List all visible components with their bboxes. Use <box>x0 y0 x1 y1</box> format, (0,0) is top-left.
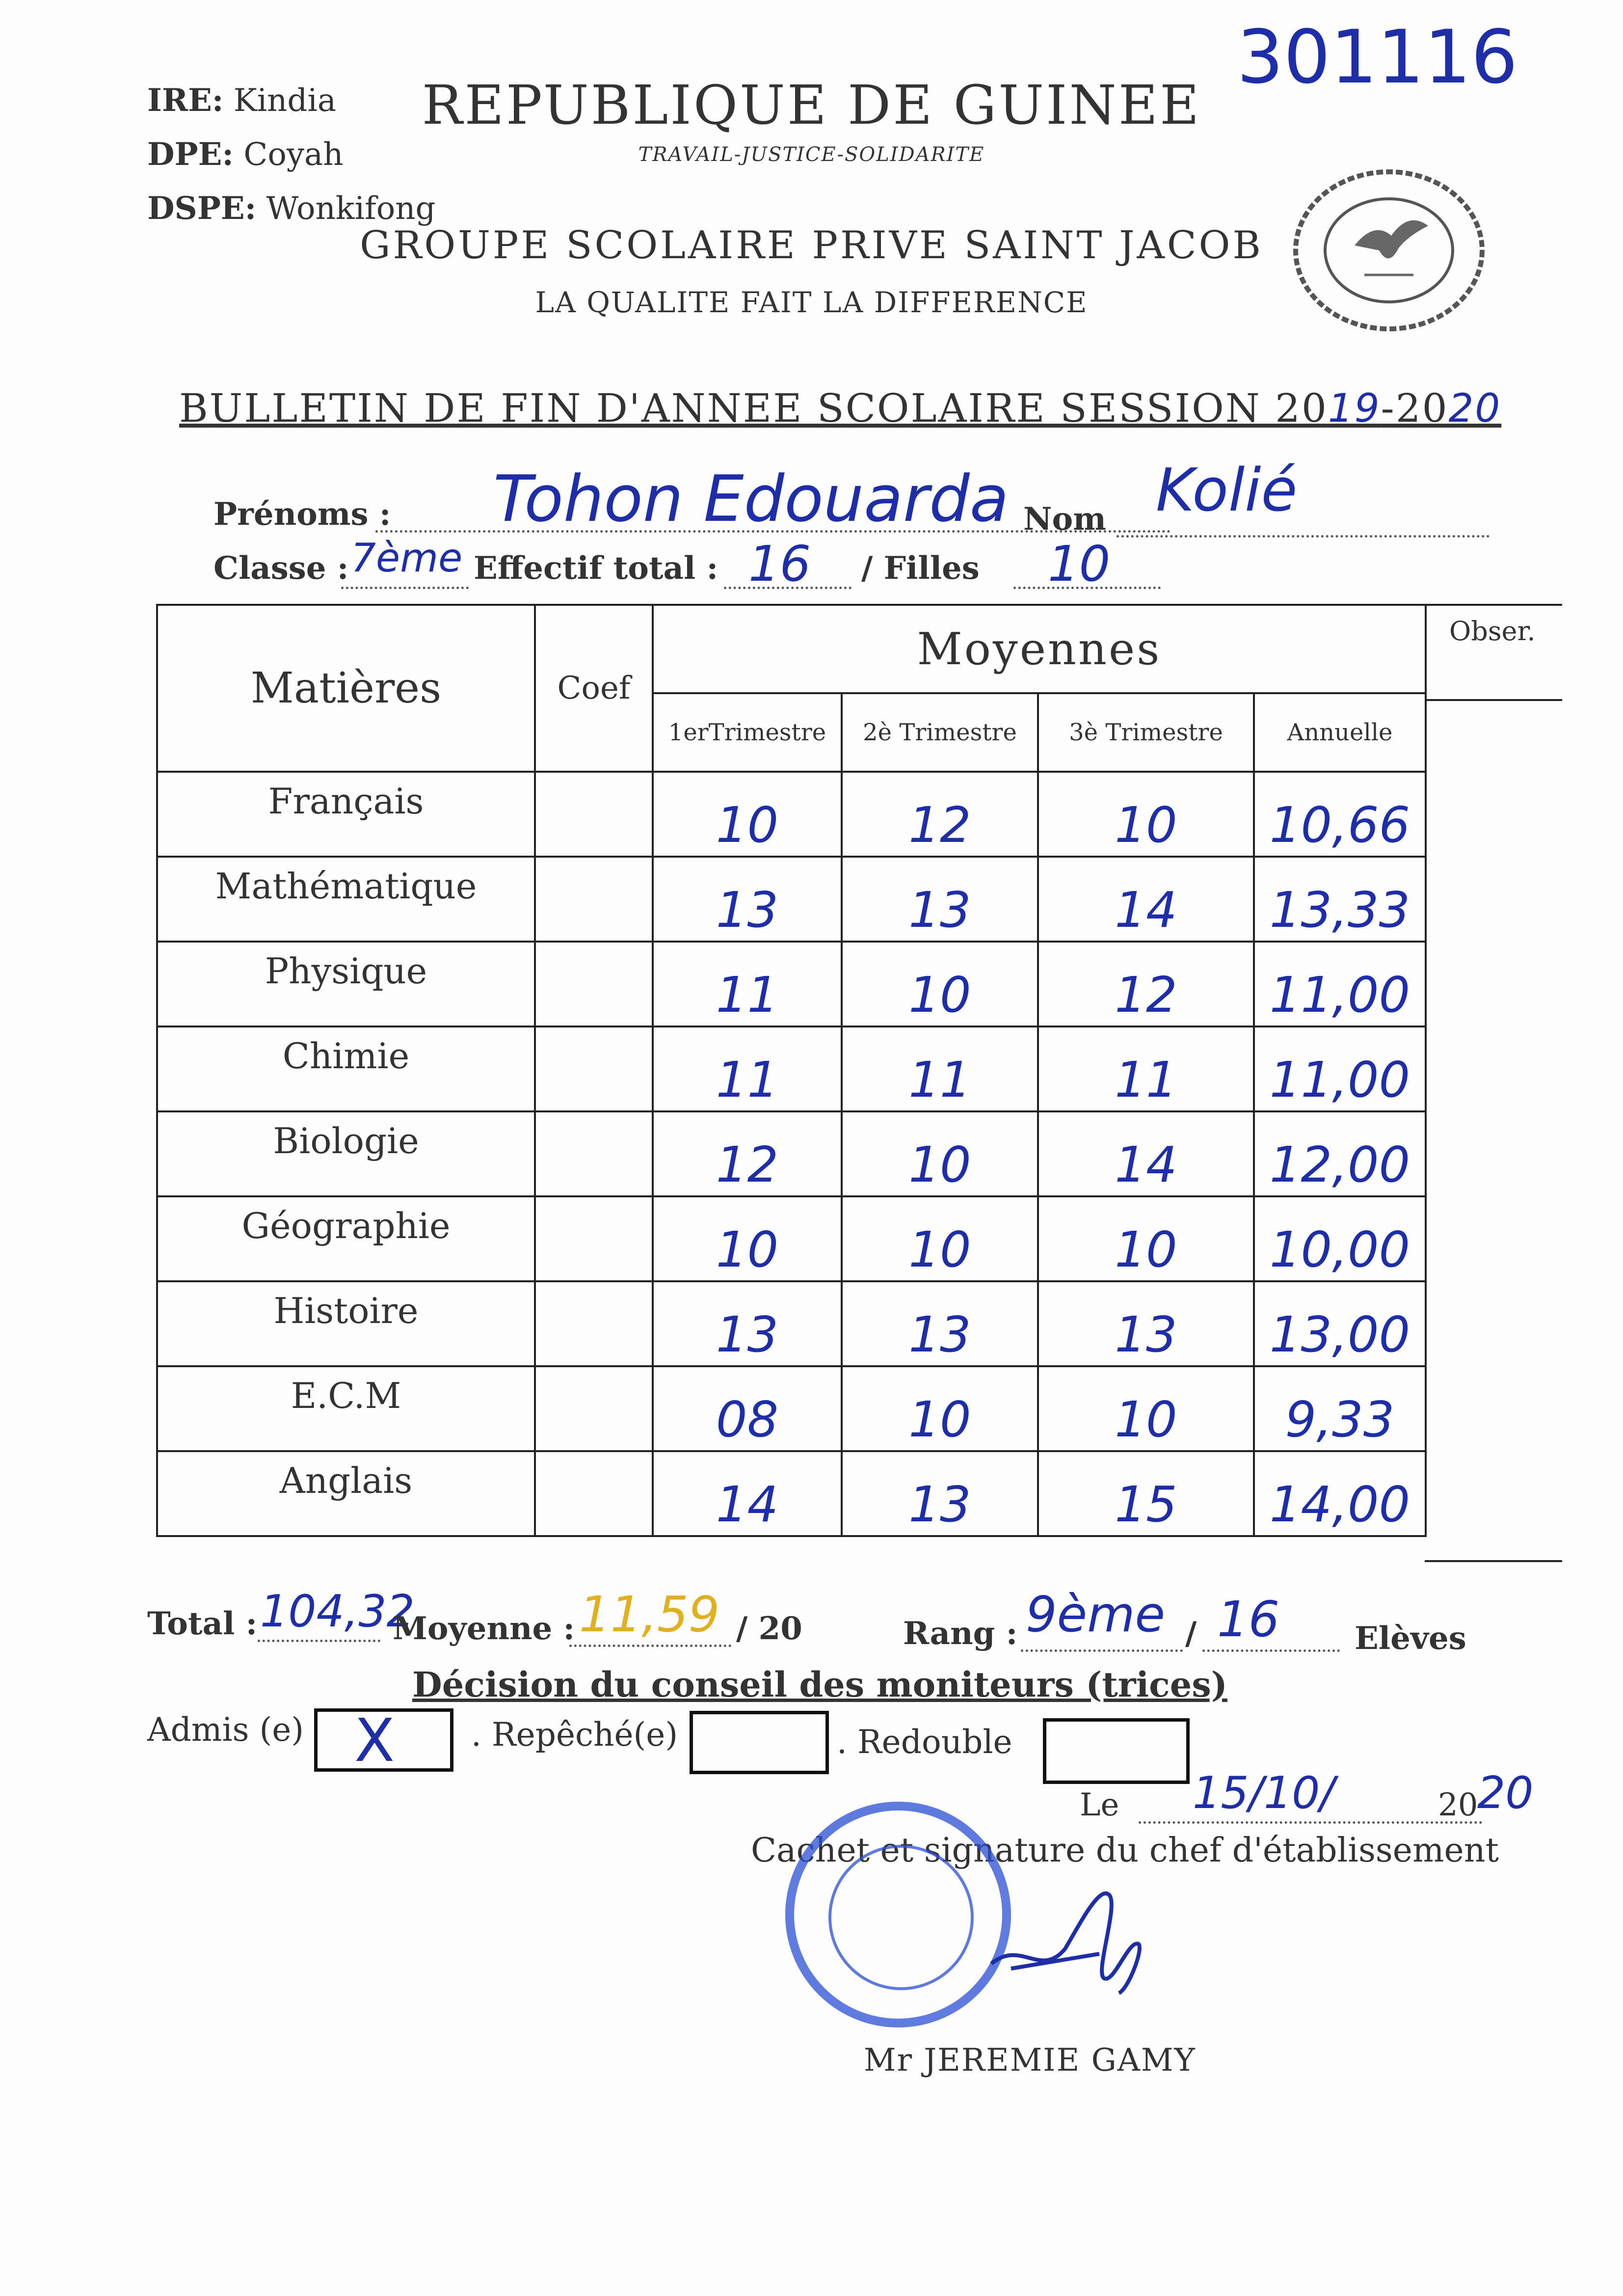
header-row-1 <box>157 605 1426 693</box>
rang-dots <box>1021 1649 1183 1652</box>
rang-total-dots <box>1202 1649 1340 1652</box>
repeche-label: . Repêché(e) <box>471 1716 678 1754</box>
col-matieres: Matières <box>157 605 535 772</box>
table-row <box>157 857 1426 942</box>
col-trimestre-3: 3è Trimestre <box>1038 693 1254 772</box>
coef-cell <box>535 1196 653 1281</box>
date-year-value: 20 <box>1477 1767 1534 1819</box>
school-stamp <box>785 1802 1011 2027</box>
trimestre-2-cell: 10 <box>842 1196 1038 1281</box>
trimestre-1-cell: 08 <box>653 1366 842 1451</box>
rang-label: Rang : <box>903 1615 1018 1652</box>
subject-cell: Français <box>157 772 535 857</box>
moyenne-label: Moyenne : <box>393 1610 575 1647</box>
admis-label: Admis (e) <box>147 1711 304 1749</box>
moyenne-value: 11,59 <box>579 1586 720 1643</box>
trimestre-1-cell: 10 <box>653 772 842 857</box>
le-label: Le <box>1080 1787 1119 1823</box>
subject-cell: Mathématique <box>157 857 535 942</box>
nom-value: Kolié <box>1156 457 1298 525</box>
filles-value: 10 <box>1048 535 1111 593</box>
annual-cell: 10,66 <box>1254 772 1426 857</box>
classe-dots <box>341 587 469 589</box>
table-row <box>157 1451 1426 1536</box>
stamp-inner-ring <box>828 1845 974 1990</box>
total-dots <box>258 1640 380 1642</box>
annual-cell: 13,00 <box>1254 1281 1426 1366</box>
total-value: 104,32 <box>260 1586 415 1637</box>
subject-cell: Histoire <box>157 1281 535 1366</box>
coef-cell <box>535 1451 653 1536</box>
subject-cell: Chimie <box>157 1026 535 1111</box>
effectif-value: 16 <box>748 535 811 593</box>
trimestre-2-cell: 13 <box>842 1281 1038 1366</box>
school-tagline: LA QUALITE FAIT LA DIFFERENCE <box>535 286 1088 319</box>
bulletin-title-text: BULLETIN DE FIN D'ANNEE SCOLAIRE SESSION 20 <box>179 385 1328 431</box>
ire-value: Kindia <box>233 82 336 119</box>
subject-cell: E.C.M <box>157 1366 535 1451</box>
grades-table <box>156 604 1427 1537</box>
national-motto: TRAVAIL-JUSTICE-SOLIDARITE <box>638 143 985 166</box>
school-name: GROUPE SCOLAIRE PRIVE SAINT JACOB <box>360 223 1263 268</box>
table-row <box>157 1366 1426 1451</box>
repeche-checkbox[interactable] <box>690 1711 829 1774</box>
trimestre-1-cell: 11 <box>653 942 842 1026</box>
admis-check-mark: X <box>354 1707 395 1775</box>
trimestre-3-cell: 10 <box>1038 1196 1254 1281</box>
trimestre-3-cell: 14 <box>1038 857 1254 942</box>
rang-separator: / <box>1185 1615 1197 1652</box>
date-year-prefix: 20 <box>1438 1787 1478 1823</box>
col-annuelle: Annuelle <box>1254 693 1426 772</box>
bulletin-title <box>179 385 1501 431</box>
trimestre-1-cell: 13 <box>653 1281 842 1366</box>
table-row <box>157 1111 1426 1196</box>
annual-cell: 13,33 <box>1254 857 1426 942</box>
summary-row <box>147 1586 1521 1659</box>
trimestre-3-cell: 13 <box>1038 1281 1254 1366</box>
coef-cell <box>535 1111 653 1196</box>
trimestre-3-cell: 15 <box>1038 1451 1254 1536</box>
director-name: Mr JEREMIE GAMY <box>864 2042 1196 2079</box>
classe-value: 7ème <box>351 535 463 581</box>
trimestre-2-cell: 13 <box>842 857 1038 942</box>
cachet-label: Cachet et signature du chef d'établissement <box>751 1831 1499 1870</box>
annual-cell: 14,00 <box>1254 1451 1426 1536</box>
grades-body <box>157 772 1426 1536</box>
effectif-label: Effectif total : <box>474 550 718 587</box>
moyenne-suffix: / 20 <box>736 1610 802 1647</box>
coef-cell <box>535 1366 653 1451</box>
republic-title: REPUBLIQUE DE GUINEE <box>422 74 1201 136</box>
classe-label: Classe : <box>213 550 349 587</box>
trimestre-3-cell: 10 <box>1038 772 1254 857</box>
trimestre-1-cell: 14 <box>653 1451 842 1536</box>
trimestre-2-cell: 10 <box>842 1111 1038 1196</box>
table-row <box>157 1026 1426 1111</box>
trimestre-2-cell: 13 <box>842 1451 1038 1536</box>
classe-row <box>213 535 1195 604</box>
trimestre-3-cell: 10 <box>1038 1366 1254 1451</box>
obser-label: Obser. <box>1449 616 1536 647</box>
trimestre-3-cell: 12 <box>1038 942 1254 1026</box>
dpe-value: Coyah <box>243 136 344 173</box>
dspe-label: DSPE: <box>147 190 257 227</box>
table-row <box>157 1281 1426 1366</box>
redouble-label: . Redouble <box>837 1723 1012 1761</box>
admis-checkbox[interactable] <box>314 1707 453 1775</box>
coef-cell <box>535 942 653 1026</box>
date-row <box>1080 1767 1570 1831</box>
prenoms-row <box>213 457 1490 538</box>
date-dots <box>1139 1821 1482 1824</box>
signature-scribble-icon <box>982 1865 1153 2015</box>
school-seal-icon <box>1286 162 1492 339</box>
eleves-label: Elèves <box>1355 1620 1466 1657</box>
prenoms-label: Prénoms : <box>213 496 391 533</box>
col-moyennes: Moyennes <box>653 605 1426 693</box>
obser-bottom-line <box>1425 1560 1562 1562</box>
col-trimestre-1: 1erTrimestre <box>653 693 842 772</box>
trimestre-2-cell: 11 <box>842 1026 1038 1111</box>
subject-cell: Biologie <box>157 1111 535 1196</box>
nom-label: Nom <box>1023 501 1106 538</box>
obser-header <box>1425 604 1562 701</box>
table-row <box>157 942 1426 1026</box>
trimestre-2-cell: 10 <box>842 942 1038 1026</box>
session-year-end: 20 <box>1448 385 1502 431</box>
annual-cell: 9,33 <box>1254 1366 1426 1451</box>
trimestre-2-cell: 10 <box>842 1366 1038 1451</box>
reference-number: 301116 <box>1237 15 1518 100</box>
prenoms-value: Tohon Edouarda <box>493 461 1009 536</box>
coef-cell <box>535 772 653 857</box>
coef-cell <box>535 857 653 942</box>
decision-title: Décision du conseil des moniteurs (trices) <box>412 1664 1227 1705</box>
annual-cell: 12,00 <box>1254 1111 1426 1196</box>
trimestre-2-cell: 12 <box>842 772 1038 857</box>
col-coef: Coef <box>535 605 653 772</box>
subject-cell: Physique <box>157 942 535 1026</box>
table-row <box>157 772 1426 857</box>
rang-total: 16 <box>1217 1591 1280 1648</box>
total-label: Total : <box>147 1605 258 1642</box>
dpe-label: DPE: <box>147 136 234 173</box>
col-trimestre-2: 2è Trimestre <box>842 693 1038 772</box>
dspe-value: Wonkifong <box>266 190 436 227</box>
session-year-start: 19 <box>1328 385 1381 431</box>
subject-cell: Anglais <box>157 1451 535 1536</box>
moyenne-dots <box>569 1645 731 1647</box>
table-row <box>157 1196 1426 1281</box>
trimestre-1-cell: 10 <box>653 1196 842 1281</box>
annual-cell: 10,00 <box>1254 1196 1426 1281</box>
annual-cell: 11,00 <box>1254 1026 1426 1111</box>
session-year-sep: -20 <box>1381 385 1449 431</box>
filles-label: / Filles <box>861 550 980 587</box>
date-value: 15/10/ <box>1193 1767 1335 1819</box>
trimestre-1-cell: 11 <box>653 1026 842 1111</box>
ire-label: IRE: <box>147 82 224 119</box>
rang-value: 9ème <box>1026 1586 1166 1643</box>
trimestre-3-cell: 11 <box>1038 1026 1254 1111</box>
trimestre-3-cell: 14 <box>1038 1111 1254 1196</box>
annual-cell: 11,00 <box>1254 942 1426 1026</box>
trimestre-1-cell: 12 <box>653 1111 842 1196</box>
trimestre-1-cell: 13 <box>653 857 842 942</box>
coef-cell <box>535 1281 653 1366</box>
coef-cell <box>535 1026 653 1111</box>
subject-cell: Géographie <box>157 1196 535 1281</box>
